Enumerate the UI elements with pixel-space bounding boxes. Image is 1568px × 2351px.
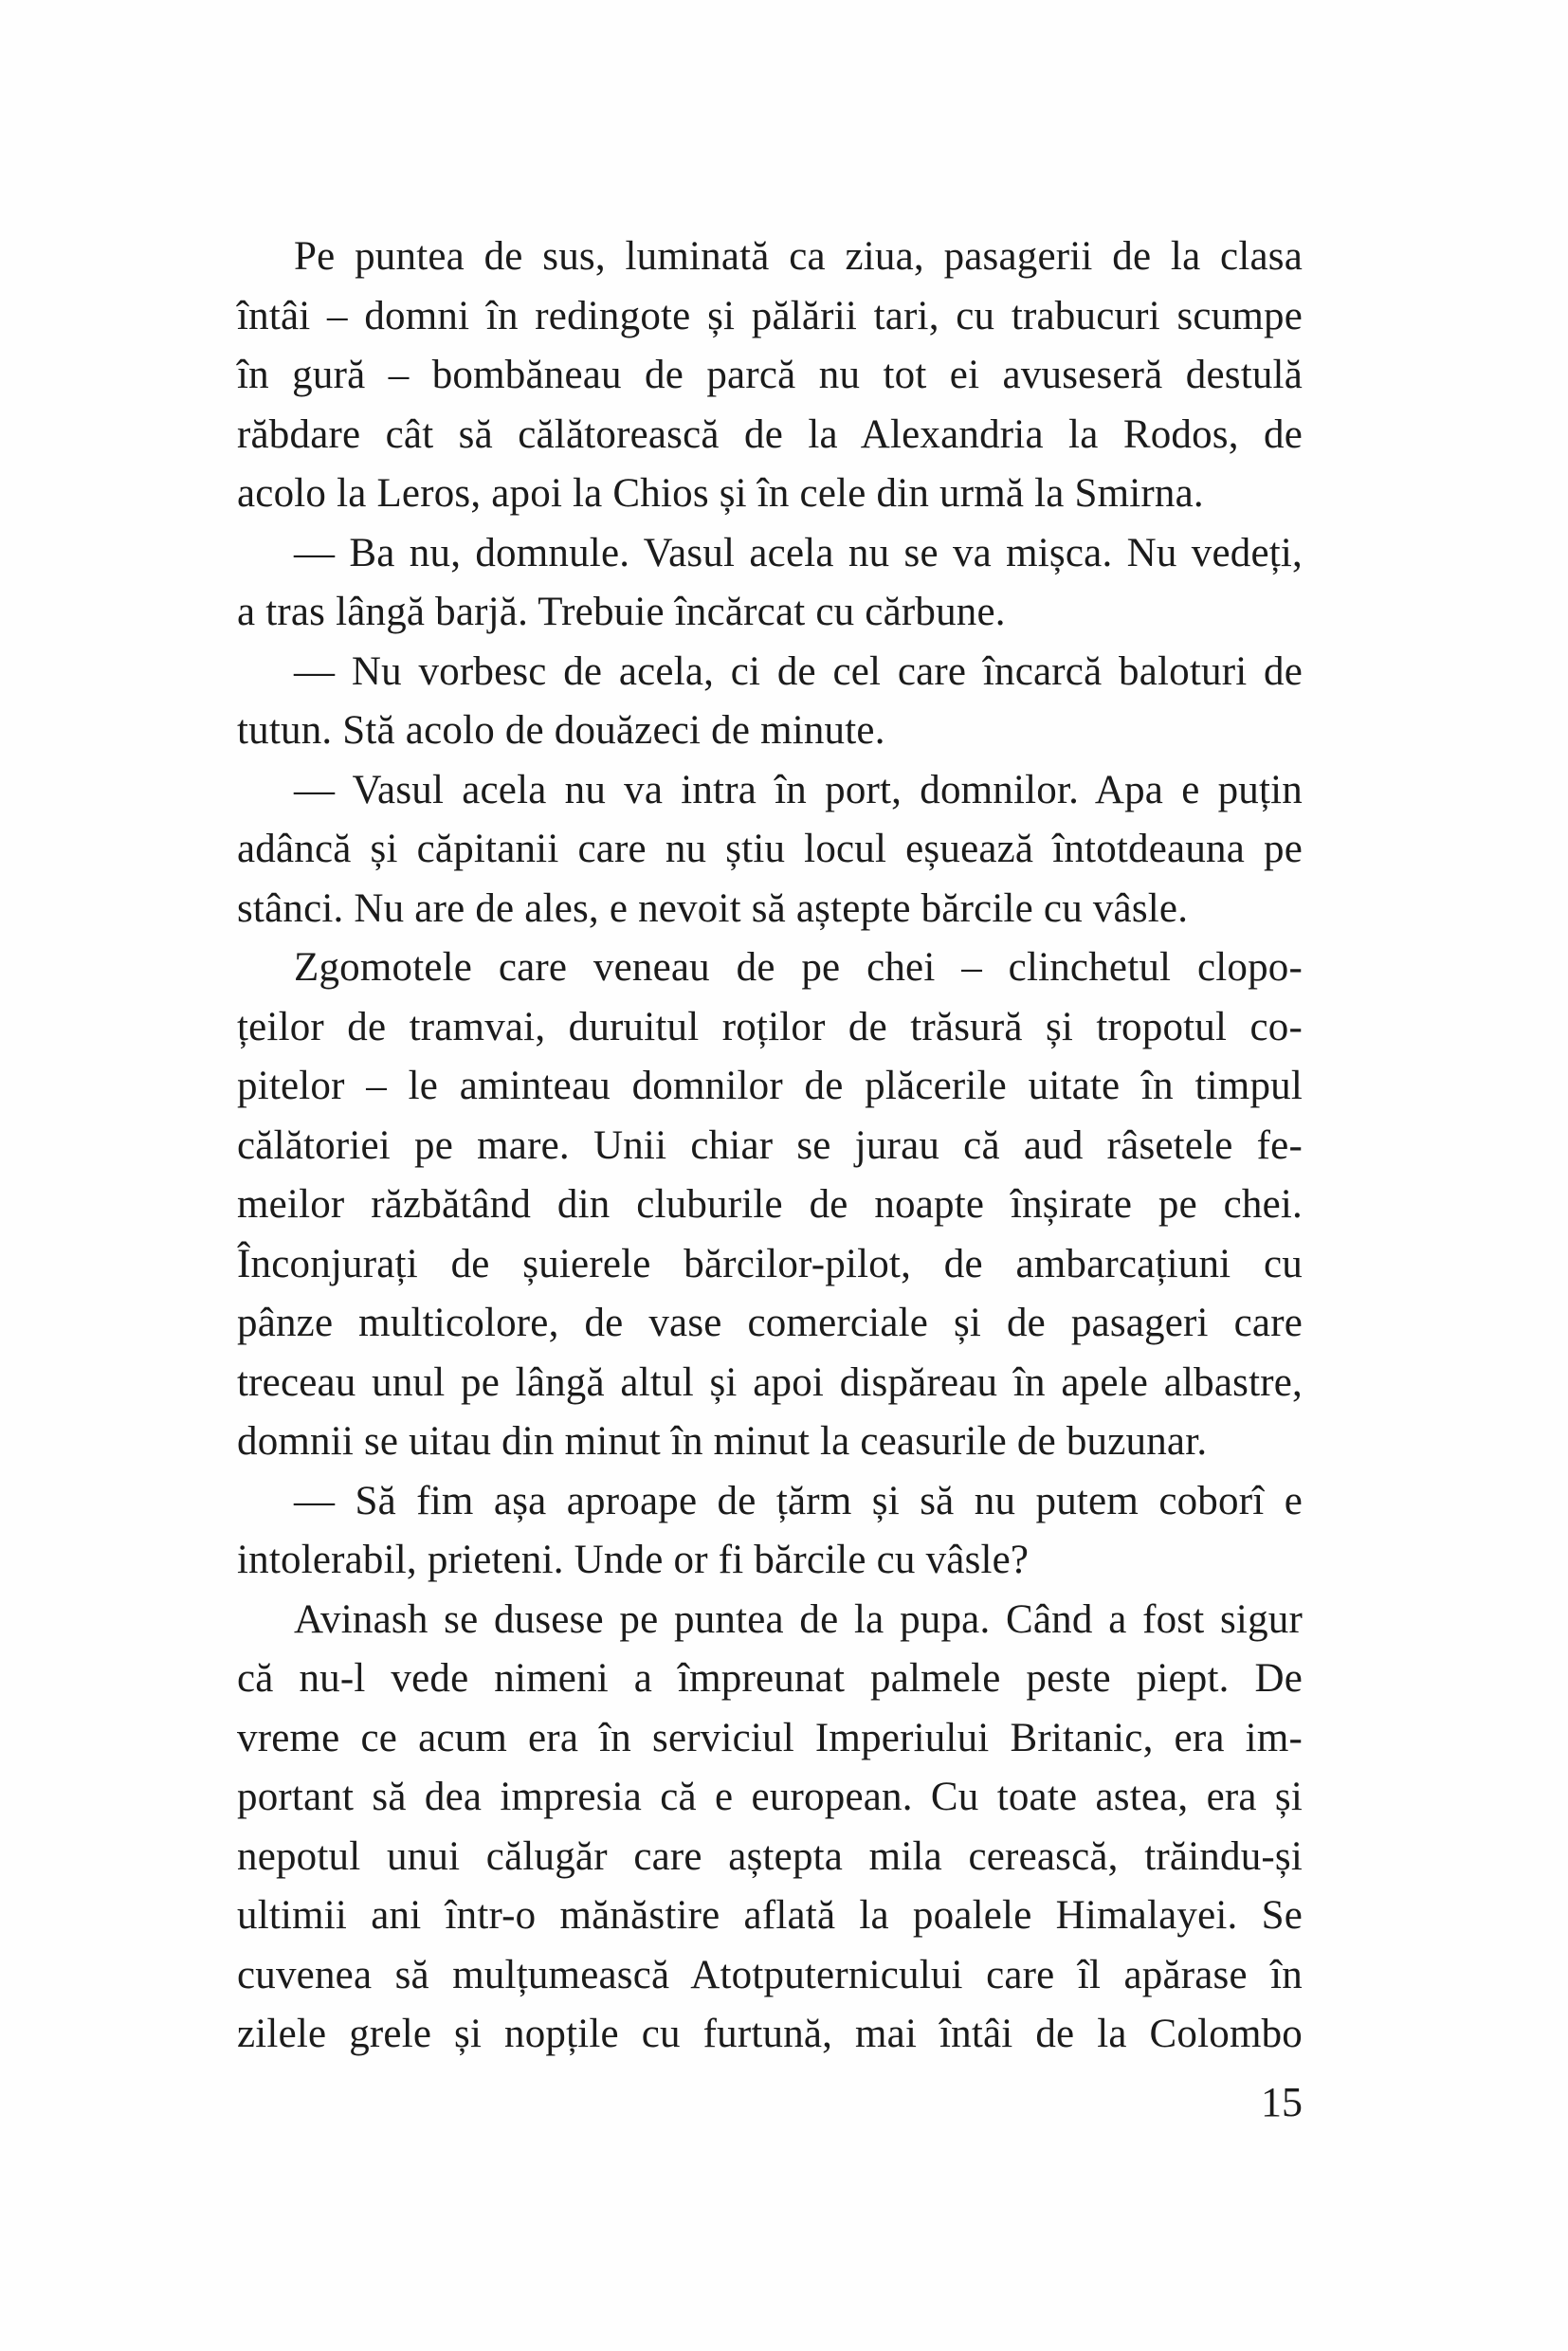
text-line: — Vasul acela nu va intra în port, domnilor. Apa e puțin	[294, 767, 1303, 812]
text-line: — Ba nu, domnule. Vasul acela nu se va mișca. Nu vedeți,	[294, 530, 1303, 575]
text-line: Zgomotele care veneau de pe chei – clinchetul clopo-	[294, 945, 1303, 990]
text-line: stânci. Nu are de ales, e nevoit să aștepte bărcile cu vâsle.	[237, 885, 1189, 931]
text-line: meilor răzbătând din cluburile de noapte înșirate pe chei.	[237, 1182, 1303, 1227]
text-line: în gură – bombăneau de parcă nu tot ei avuseseră destulă	[237, 353, 1303, 397]
text-line: domnii se uitau din minut în minut la ceasurile de buzunar.	[237, 1419, 1208, 1464]
text-line: pânze multicolore, de vase comerciale și de pasageri care	[237, 1301, 1303, 1345]
text-line: acolo la Leros, apoi la Chios și în cele din urmă la Smirna.	[237, 471, 1204, 516]
text-line: portant să dea impresia că e european. Cu toate astea, era și	[237, 1775, 1303, 1819]
text-line: — Să fim așa aproape de țărm și să nu putem coborî e	[294, 1478, 1303, 1523]
text-line: Pe puntea de sus, luminată ca ziua, pasagerii de la clasa	[294, 234, 1303, 279]
text-line: tutun. Stă acolo de douăzeci de minute.	[237, 708, 885, 753]
text-line: a tras lângă barjă. Trebuie încărcat cu cărbune.	[237, 590, 1006, 634]
text-line: cuvenea să mulțumească Atotputernicului care îl apărase în	[237, 1952, 1303, 1997]
text-line: Avinash se dusese pe puntea de la pupa. Când a fost sigur	[294, 1596, 1303, 1642]
text-line: întâi – domni în redingote și pălării tari, cu trabucuri scumpe	[237, 293, 1303, 338]
text-line: — Nu vorbesc de acela, ci de cel care încarcă baloturi de	[294, 648, 1303, 694]
text-line: zilele grele și nopțile cu furtună, mai întâi de la Colombo	[237, 2012, 1303, 2056]
text-line: ultimii ani într-o mănăstire aflată la poalele Himalayei. Se	[237, 1893, 1303, 1938]
text-line: vreme ce acum era în serviciul Imperiului Britanic, era im-	[237, 1715, 1303, 1760]
page-number: 15	[1261, 2079, 1303, 2125]
text-line: treceau unul pe lângă altul și apoi dispăreau în apele albastre,	[237, 1359, 1303, 1405]
text-block	[237, 228, 1303, 2065]
text-line: că nu-l vede nimeni a împreunat palmele peste piept. De	[237, 1656, 1303, 1701]
text-line: răbdare cât să călătorească de la Alexandria la Rodos, de	[237, 411, 1303, 457]
text-line: călătoriei pe mare. Unii chiar se jurau că aud râsetele fe-	[237, 1122, 1303, 1168]
text-line: pitelor – le aminteau domnilor de plăcerile uitate în timpul	[237, 1064, 1303, 1108]
text-line: Înconjurați de șuierele bărcilor-pilot, de ambarcațiuni cu	[237, 1241, 1303, 1286]
text-line: țeilor de tramvai, duruitul roților de trăsură și tropotul co-	[237, 1004, 1303, 1049]
text-line: nepotul unui călugăr care aștepta mila cerească, trăindu-și	[237, 1833, 1303, 1879]
text-line: adâncă și căpitanii care nu știu locul eșuează întotdeauna pe	[237, 827, 1303, 871]
text-line: intolerabil, prieteni. Unde or fi bărcile cu vâsle?	[237, 1538, 1030, 1582]
